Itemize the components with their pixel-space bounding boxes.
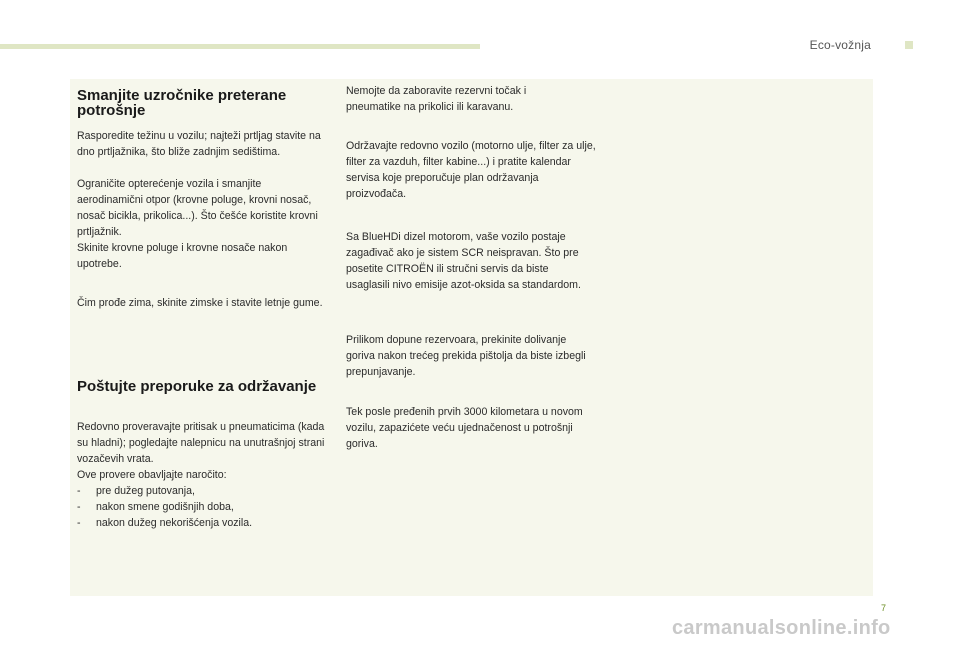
section-marker: [905, 41, 913, 49]
heading-reduce-consumption: Smanjite uzročnike preterane potrošnje: [77, 87, 287, 119]
header-accent-bar: [0, 44, 480, 49]
list-item: - nakon smene godišnjih doba,: [77, 500, 327, 516]
paragraph-remove-roof-bars: Skinite krovne poluge i krovne nosače nakon upotrebe.: [77, 242, 288, 270]
paragraph-checks-intro: Ove provere obavljajte naročito:: [77, 469, 227, 481]
section-title: Eco-vožnja: [809, 38, 871, 52]
content-panel: [70, 79, 873, 596]
checks-list: [77, 484, 327, 532]
paragraph-limit-load: Ograničite opterećenje vozila i smanjite aerodinamični otpor (krovne poluge, krovni nosač, nosač bicikla, prikolica...). Što češće koristite krovni prtljažnik.: [77, 178, 318, 238]
list-item: - pre dužeg putovanja,: [77, 484, 327, 500]
paragraph-regular-service: Održavajte redovno vozilo (motorno ulje, filter za ulje, filter za vazduh, filter kabine...) i pratite kalendar servisa koje preporučuje plan održavanja proizvođača.: [346, 140, 596, 200]
paragraph-tyre-pressure: Redovno proveravajte pritisak u pneumaticima (kada su hladni); pogledajte nalepnicu na unutrašnjoj strani vozačevih vrata.: [77, 421, 325, 465]
paragraph-spare-wheel: Nemojte da zaboravite rezervni točak i pneumatike na prikolici ili karavanu.: [346, 85, 527, 113]
page-number: 7: [881, 603, 887, 613]
watermark: carmanualsonline.info: [672, 617, 891, 639]
paragraph-first-3000-km: Tek posle pređenih prvih 3000 kilometara u novom vozilu, zapazićete veću ujednačenost u potrošnji goriva.: [346, 406, 583, 450]
heading-maintenance: Poštujte preporuke za održavanje: [77, 378, 317, 395]
list-item: - nakon dužeg nekorišćenja vozila.: [77, 516, 327, 532]
paragraph-winter-tyres: Čim prođe zima, skinite zimske i stavite letnje gume.: [77, 297, 323, 309]
paragraph-weight-distribution: Rasporedite težinu u vozilu; najteži prtljag stavite na dno prtljažnika, što bliže zadnjim sedištima.: [77, 130, 321, 158]
paragraph-refuelling: Prilikom dopune rezervoara, prekinite dolivanje goriva nakon trećeg prekida pištolja da biste izbegli prepunjavanje.: [346, 334, 586, 378]
paragraph-bluehdi-scr: Sa BlueHDi dizel motorom, vaše vozilo postaje zagađivač ako je sistem SCR neispravan. Što pre posetite CITROËN ili stručni servis da biste usaglasili nivo emisije azot-oksida sa standardom.: [346, 231, 581, 291]
